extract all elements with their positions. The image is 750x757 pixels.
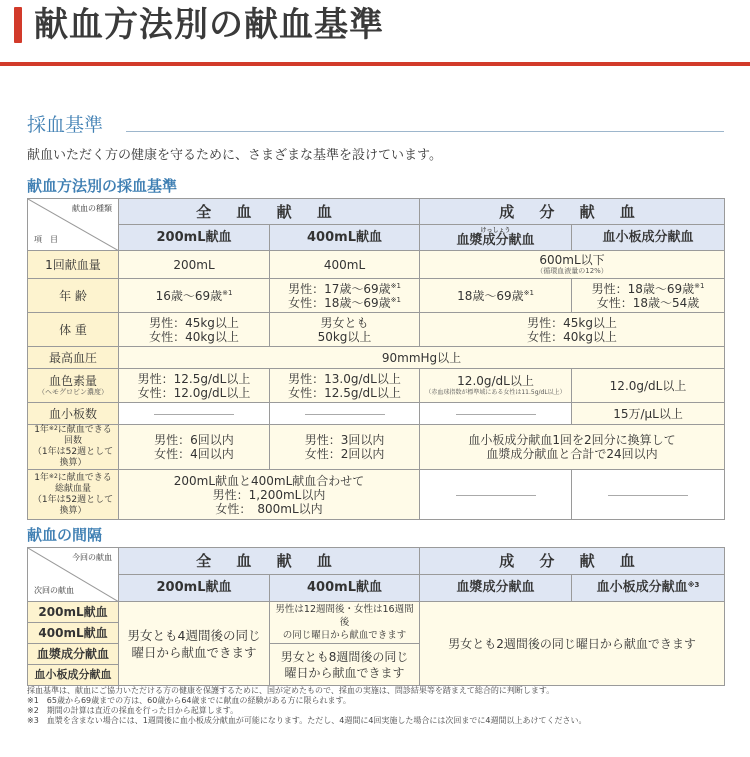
- interval-corner-cell: [28, 548, 119, 602]
- weight-component-male: 男性：45kg以上: [527, 315, 617, 330]
- interval-col-200: 200mL献血: [119, 575, 270, 602]
- interval-400-bottom: [270, 644, 420, 686]
- interval-row-platelet: 血小板成分献血: [28, 665, 119, 686]
- total-line-1: 200mL献血と400mL献血合わせて: [173, 473, 365, 488]
- total-platelet: [572, 470, 725, 520]
- col-header-200: 200mL献血: [119, 225, 270, 251]
- corner-bottom-label: 次回の献血: [34, 586, 74, 595]
- age-400-female: 女性：18歳〜69歳: [288, 295, 391, 310]
- times-label-3: （1年は52週として換算）: [32, 447, 114, 468]
- hb-200-female: 女性：12.0g/dL以上: [137, 385, 251, 400]
- group-whole-blood: 全 血 献 血: [119, 199, 420, 225]
- interval-col-platelet-label: 血小板成分献血: [596, 580, 688, 595]
- interval-row-200: 200mL献血: [28, 602, 119, 623]
- footnote-2: ※2 期間の計算は直近の採血を行った日から起算します。: [27, 706, 239, 715]
- plasma-label: 血漿成分献血: [456, 233, 535, 248]
- criteria-table: [27, 198, 725, 520]
- total-label-1: 1年: [34, 472, 49, 483]
- total-whole-blood: [119, 470, 420, 520]
- hb-label-sub: （ヘモグロビン濃度）: [38, 388, 108, 396]
- times-component-line2: 血漿成分献血と合計で24回以内: [486, 447, 658, 461]
- age-400-male: 男性：17歳〜69歳: [288, 281, 391, 296]
- corner-top-label: 献血の種類: [72, 204, 112, 213]
- row-label-total: [28, 470, 119, 520]
- interval-400-top-line2: の同じ曜日から献血できます: [282, 630, 407, 641]
- interval-200-cell: [119, 602, 270, 686]
- volume-component-value: 600mL以下: [539, 253, 605, 267]
- interval-400-bot-line2: 曜日から献血できます: [284, 665, 405, 680]
- hb-plasma: [420, 369, 572, 403]
- weight-component: [420, 313, 725, 347]
- plt-count-200: [119, 403, 270, 425]
- volume-component: [420, 251, 725, 279]
- empty-dash: [456, 495, 536, 496]
- interval-row-plasma: 血漿成分献血: [28, 644, 119, 665]
- times-label-2: に献血できる回数: [57, 425, 112, 446]
- interval-col-plasma: 血漿成分献血: [420, 575, 572, 602]
- times-component-line1: 血小板成分献血1回を2回分に換算して: [468, 433, 676, 447]
- weight-400-line1: 男女とも: [320, 315, 369, 330]
- footnotes: [27, 686, 587, 726]
- age-plasma: [420, 279, 572, 313]
- row-label-times: [28, 425, 119, 470]
- section-divider: [126, 131, 724, 132]
- criteria-heading: 献血方法別の採血基準: [27, 177, 178, 195]
- volume-200: 200mL: [119, 251, 270, 279]
- col-header-400: 400mL献血: [270, 225, 420, 251]
- header-accent-bar: [14, 7, 22, 43]
- hb-plasma-value: 12.0g/dL以上: [457, 374, 534, 388]
- age-plasma-mark: ※1: [523, 288, 534, 297]
- footnote-main: 採血基準は、献血にご協力いただける方の健康を保護するために、国が定めたもので、採血の実施は、問診結果等を踏まえて総合的に判断します。: [27, 686, 555, 695]
- interval-group-whole: 全 血 献 血: [119, 548, 420, 575]
- total-plasma: [420, 470, 572, 520]
- times-200-female: 女性：4回以内: [154, 447, 234, 461]
- interval-row-400: 400mL献血: [28, 623, 119, 644]
- age-400-male-mark: ※1: [390, 281, 401, 290]
- total-label-2: に献血できる: [57, 472, 112, 483]
- empty-dash: [456, 414, 536, 415]
- col-header-platelet: 血小板成分献血: [572, 225, 725, 251]
- times-400: [270, 425, 420, 470]
- interval-col-platelet: [572, 575, 725, 602]
- page-header: [0, 0, 750, 62]
- weight-component-female: 女性：40kg以上: [527, 329, 617, 344]
- age-platelet-male-mark: ※1: [694, 281, 705, 290]
- col-header-plasma: [420, 225, 572, 251]
- header-rule: [0, 62, 750, 66]
- times-label-mark: ※2: [48, 425, 58, 432]
- volume-400: 400mL: [270, 251, 420, 279]
- interval-col-platelet-mark: ※3: [687, 581, 700, 589]
- total-label-3: 総献血量: [54, 483, 91, 494]
- interval-component-cell: 男女とも2週間後の同じ曜日から献血できます: [420, 602, 725, 686]
- times-component: [420, 425, 725, 470]
- age-200: [119, 279, 270, 313]
- corner-bottom-label: 項 目: [34, 235, 58, 244]
- interval-col-400: 400mL献血: [270, 575, 420, 602]
- total-line-3: 女性： 800mL以内: [215, 501, 323, 516]
- weight-200: [119, 313, 270, 347]
- hb-200: [119, 369, 270, 403]
- age-plasma-value: 18歳〜69歳: [457, 288, 524, 303]
- interval-table: [27, 547, 725, 686]
- row-label-age: 年 齢: [28, 279, 119, 313]
- footnote-1: ※1 65歳から69歳までの方は、60歳から64歳までに献血の経験がある方に限られます。: [27, 696, 351, 705]
- age-400: [270, 279, 420, 313]
- interval-400-top: [270, 602, 420, 644]
- age-200-value: 16歳〜69歳: [155, 288, 223, 303]
- empty-dash: [154, 414, 234, 415]
- hb-400: [270, 369, 420, 403]
- interval-200-line2: 曜日から献血できます: [131, 644, 257, 660]
- hb-400-female: 女性：12.5g/dL以上: [288, 385, 401, 400]
- weight-200-male: 男性：45kg以上: [149, 315, 239, 330]
- group-component: 成 分 献 血: [420, 199, 725, 225]
- hb-400-male: 男性：13.0g/dL以上: [288, 371, 401, 386]
- footnote-3: ※3 血漿を含まない場合には、1週間後に血小板成分献血が可能になります。ただし、4週間に4回実施した場合には次回までに4週間以上あけてください。: [27, 716, 587, 725]
- total-label-mark: ※2: [48, 472, 58, 480]
- times-200: [119, 425, 270, 470]
- criteria-corner-cell: [28, 199, 119, 251]
- age-platelet-female: 女性：18歳〜54歳: [596, 295, 700, 310]
- age-platelet: [572, 279, 725, 313]
- interval-heading: 献血の間隔: [27, 526, 103, 544]
- age-200-mark: ※1: [222, 288, 233, 297]
- row-label-bp: 最高血圧: [28, 347, 119, 369]
- times-400-female: 女性：2回以内: [304, 447, 385, 461]
- empty-dash: [608, 495, 688, 496]
- total-line-2: 男性：1,200mL以内: [212, 487, 326, 502]
- age-platelet-male: 男性：18歳〜69歳: [591, 281, 695, 296]
- corner-top-label: 今回の献血: [72, 553, 112, 562]
- hb-platelet: 12.0g/dL以上: [572, 369, 725, 403]
- times-200-male: 男性：6回以内: [154, 433, 234, 447]
- age-400-female-mark: ※1: [390, 295, 401, 304]
- intro-text: 献血いただく方の健康を守るために、さまざまな基準を設けています。: [27, 148, 442, 163]
- bp-value: 90mmHg以上: [119, 347, 725, 369]
- interval-400-top-line1: 男性は12週間後・女性は16週間後: [275, 604, 414, 628]
- times-400-male: 男性：3回以内: [304, 433, 385, 447]
- row-label-platelet-count: 血小板数: [28, 403, 119, 425]
- interval-200-line1: 男女とも4週間後の同じ: [127, 627, 261, 643]
- plasma-ruby: けっしょう: [480, 227, 511, 234]
- hb-200-male: 男性：12.5g/dL以上: [137, 371, 251, 386]
- total-label-4: （1年は52週として換算）: [32, 494, 114, 516]
- weight-400: [270, 313, 420, 347]
- plt-count-platelet: 15万/μL以上: [572, 403, 725, 425]
- plt-count-400: [270, 403, 420, 425]
- row-label-volume: 1回献血量: [28, 251, 119, 279]
- hb-label: 血色素量: [48, 374, 97, 388]
- section-title: 採血基準: [27, 114, 104, 136]
- empty-dash: [305, 414, 385, 415]
- page-title: 献血方法別の献血基準: [34, 5, 384, 45]
- interval-group-component: 成 分 献 血: [420, 548, 725, 575]
- plt-count-plasma: [420, 403, 572, 425]
- weight-200-female: 女性：40kg以上: [149, 329, 239, 344]
- times-label-1: 1年: [34, 425, 49, 435]
- volume-component-note: （循環血液量の12%）: [536, 267, 608, 275]
- interval-400-bot-line1: 男女とも8週間後の同じ: [280, 649, 409, 664]
- hb-plasma-note: （赤血球指数が標準域にある女性は11.5g/dL以上）: [425, 389, 566, 396]
- row-label-weight: 体 重: [28, 313, 119, 347]
- row-label-hb: [28, 369, 119, 403]
- weight-400-line2: 50kg以上: [317, 329, 372, 344]
